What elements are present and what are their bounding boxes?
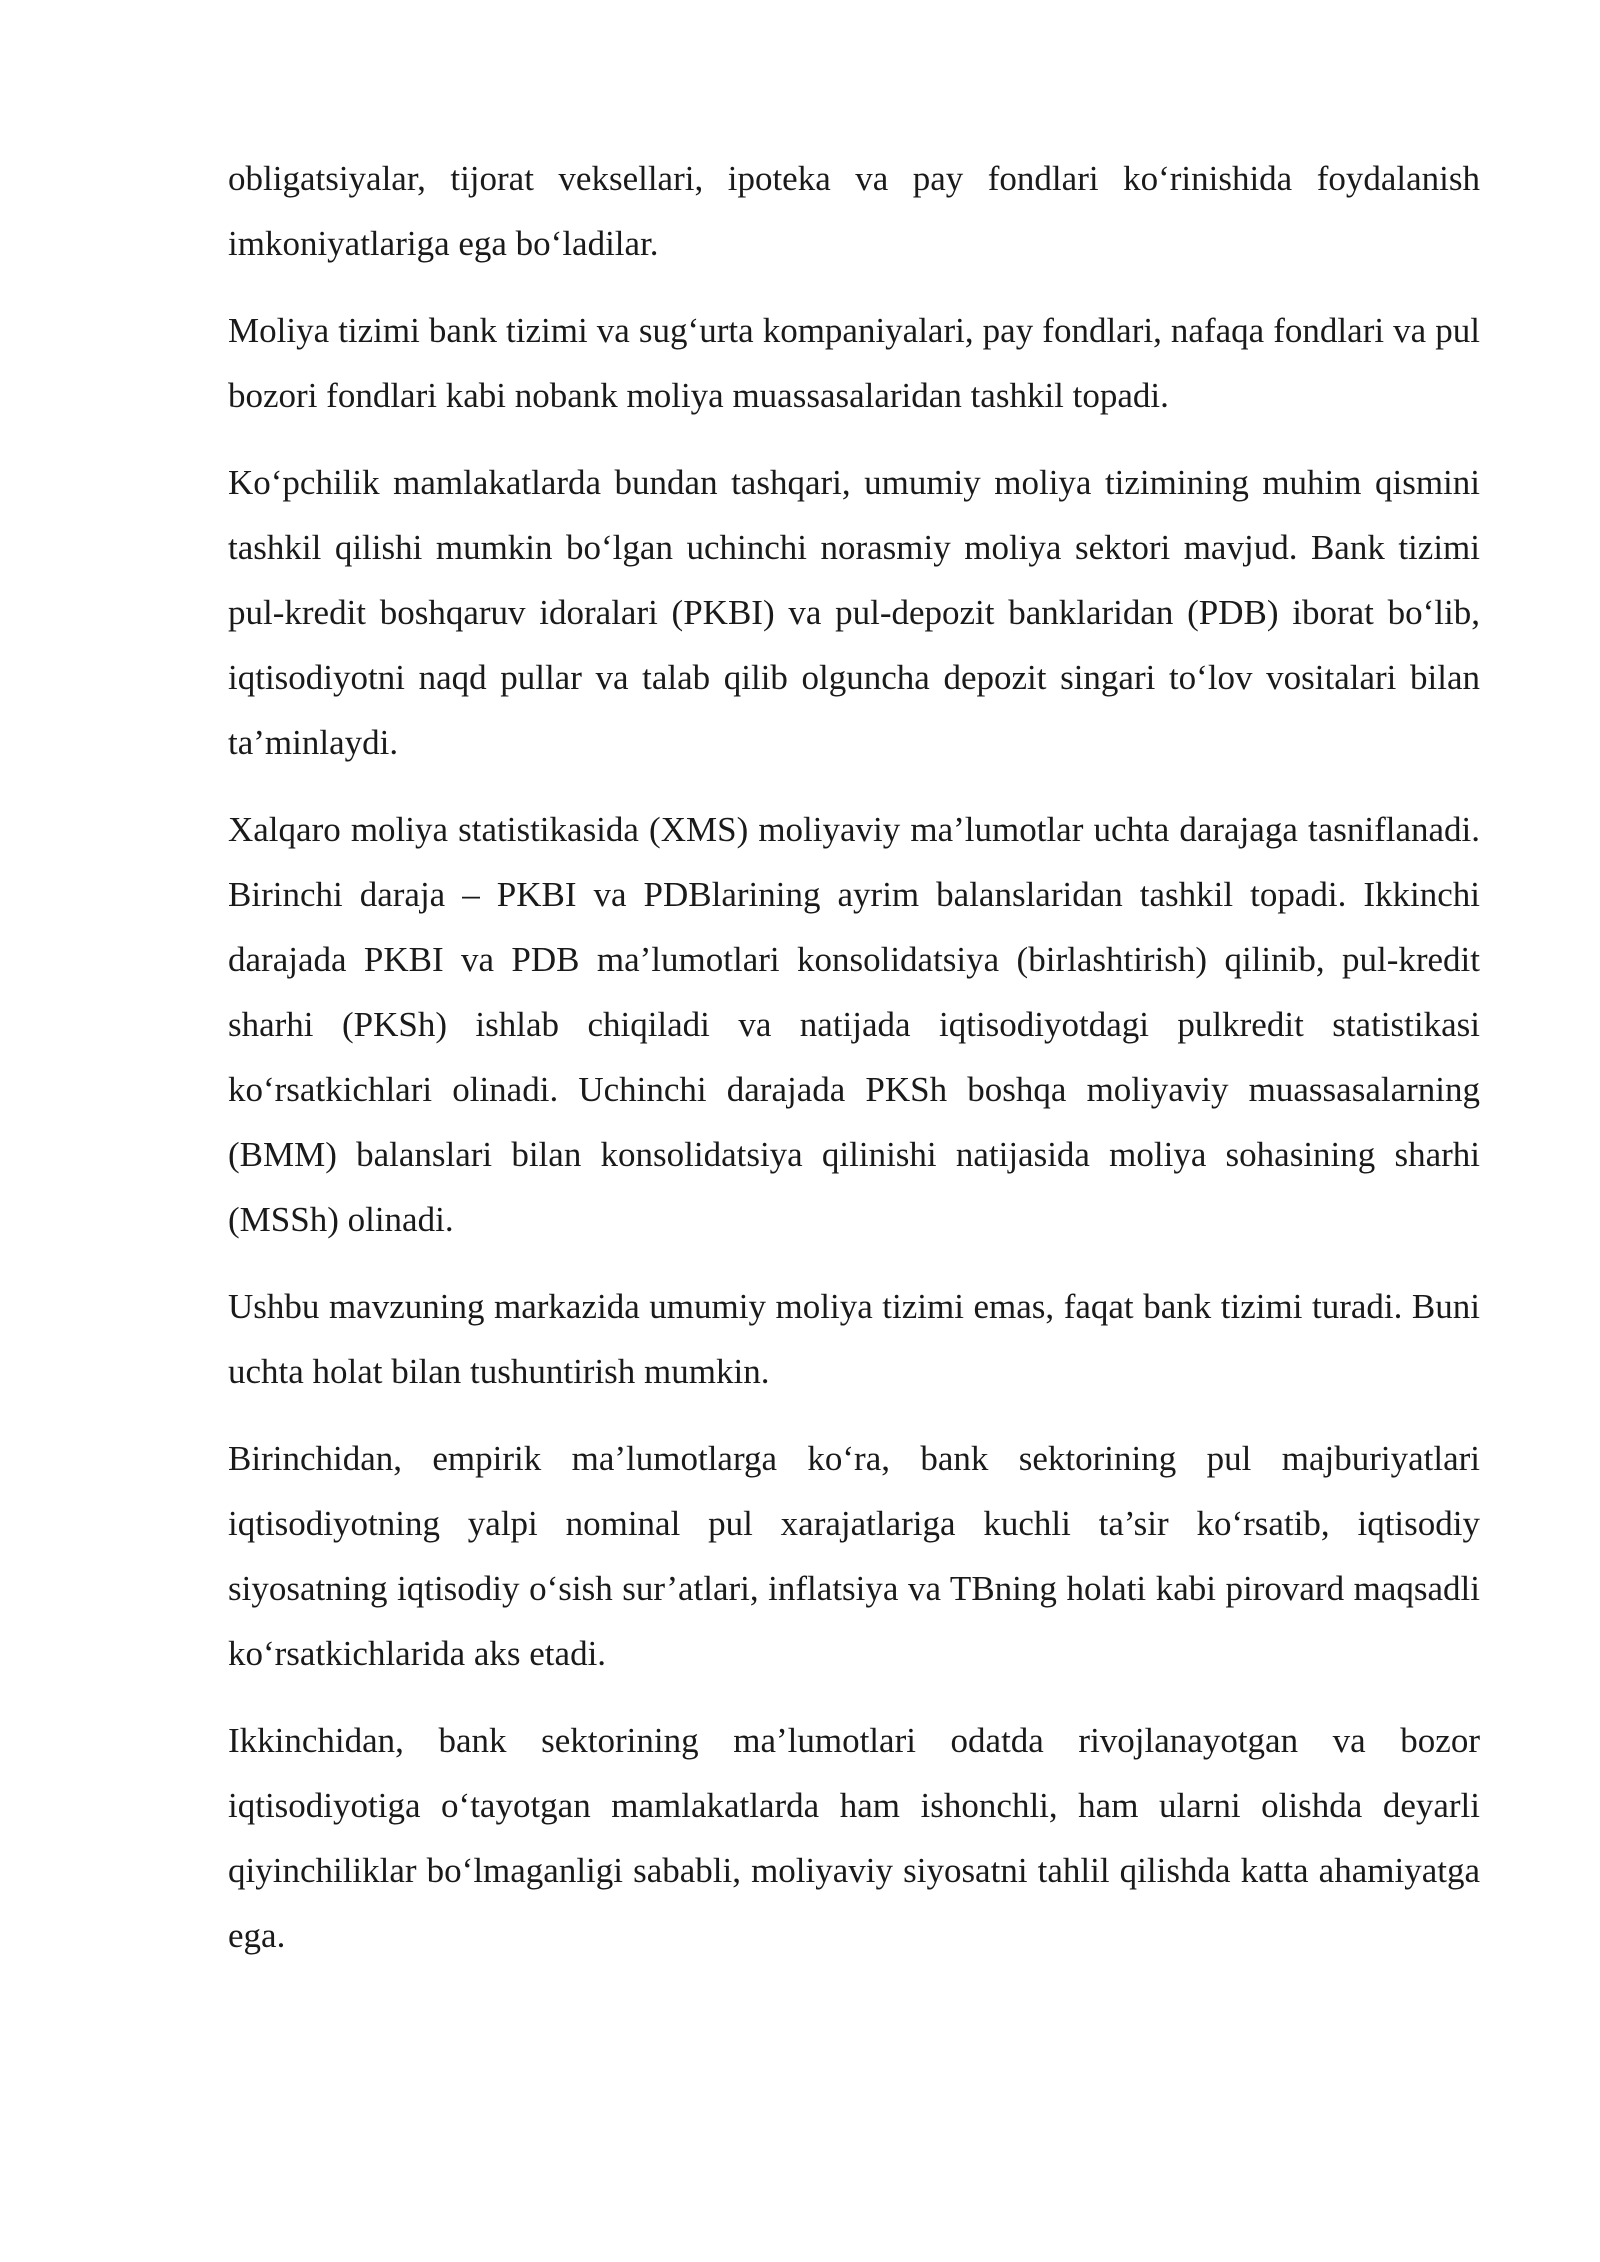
paragraph-5: Ushbu mavzuning markazida umumiy moliya tizimi emas, faqat bank tizimi turadi. Buni uchta holat bilan tushuntirish mumkin. — [228, 1287, 1480, 1391]
paragraph-6: Birinchidan, empirik ma’lumotlarga ko‘ra, bank sektorining pul majburiyatlari iqtisodiyotning yalpi nominal pul xarajatlariga kuchli ta’sir ko‘rsatib, iqtisodiy siyosatning iqtisodiy o‘sish sur’atlari, inflatsiya va TBning holati kabi pirovard maqsadli ko‘rsatkichlarida aks etadi. — [228, 1439, 1480, 1673]
paragraph-1: obligatsiyalar, tijorat veksellari, ipoteka va pay fondlari ko‘rinishida foydalanish imkoniyatlariga ega bo‘ladilar. — [228, 159, 1480, 263]
paragraph-4: Xalqaro moliya statistikasida (XMS) moliyaviy ma’lumotlar uchta darajaga tasniflanadi. Birinchi daraja – PKBI va PDBlarining ayrim balanslaridan tashkil topadi. Ikkinchi darajada PKBI va PDB ma’lumotlari konsolidatsiya (birlashtirish) qilinib, pul-kredit sharhi (PKSh) ishlab chiqiladi va natijada iqtisodiyotdagi pulkredit statistikasi ko‘rsatkichlari olinadi. Uchinchi darajada PKSh boshqa moliyaviy muassasalarning (BMM) balanslari bilan konsolidatsiya qilinishi natijasida moliya sohasining sharhi (MSSh) olinadi. — [228, 810, 1480, 1239]
paragraph-2: Moliya tizimi bank tizimi va sug‘urta kompaniyalari, pay fondlari, nafaqa fondlari va pul bozori fondlari kabi nobank moliya muassasalaridan tashkil topadi. — [228, 311, 1480, 415]
paragraph-7: Ikkinchidan, bank sektorining ma’lumotlari odatda rivojlanayotgan va bozor iqtisodiyotiga o‘tayotgan mamlakatlarda ham ishonchli, ham ularni olishda deyarli qiyinchiliklar bo‘lmaganligi sababli, moliyaviy siyosatni tahlil qilishda katta ahamiyatga ega. — [228, 1721, 1480, 1955]
document-page — [228, 146, 1480, 1990]
paragraph-3: Ko‘pchilik mamlakatlarda bundan tashqari, umumiy moliya tizimining muhim qismini tashkil qilishi mumkin bo‘lgan uchinchi norasmiy moliya sektori mavjud. Bank tizimi pul-kredit boshqaruv idoralari (PKBI) va pul-depozit banklaridan (PDB) iborat bo‘lib, iqtisodiyotni naqd pullar va talab qilib olguncha depozit singari to‘lov vositalari bilan ta’minlaydi. — [228, 463, 1480, 762]
